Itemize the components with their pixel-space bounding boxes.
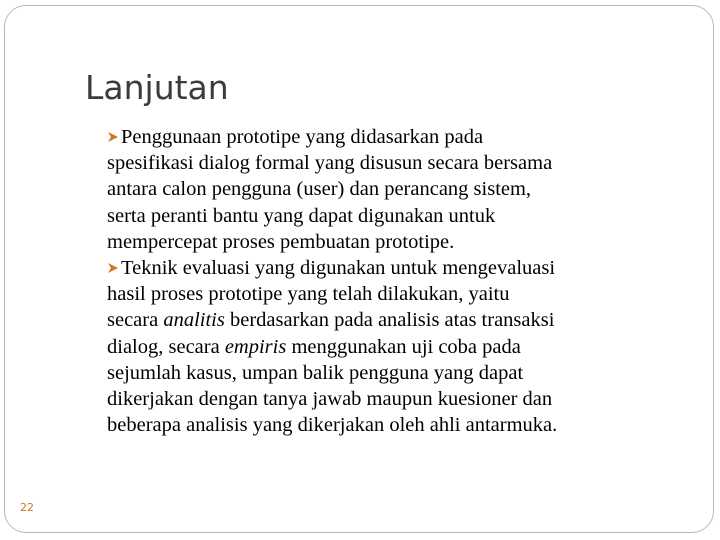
term-analitis: analitis (163, 309, 225, 332)
bullet-2-line-6: dikerjakan dengan tanya jawab maupun kuesioner dan (107, 388, 553, 411)
bullet-2-line-5: sejumlah kasus, umpan balik pengguna yang dapat (107, 361, 524, 384)
bullet-1-line-2: spesifikasi dialog formal yang disusun secara bersama (107, 152, 553, 175)
bullet-1-line-5: mempercepat proses pembuatan prototipe. (107, 230, 455, 253)
bullet-list (107, 124, 687, 438)
bullet-2-line-3-after: berdasarkan pada analisis atas transaksi (224, 309, 555, 332)
slide-title: Lanjutan (85, 68, 229, 107)
bullet-2-line-4 (107, 334, 687, 360)
arrow-bullet-icon (107, 262, 119, 274)
term-empiris: empiris (224, 335, 287, 358)
bullet-2-line-3-before: secara (107, 309, 164, 332)
bullet-1-line-3: antara calon pengguna (user) dan perancang sistem, (107, 178, 532, 201)
bullet-2-line-2: hasil proses prototipe yang telah dilakukan, yaitu (107, 283, 510, 306)
arrow-bullet-icon (107, 131, 119, 143)
bullet-2-line-4-after: menggunakan uji coba pada (286, 335, 521, 358)
bullet-2-line-7: beberapa analisis yang dikerjakan oleh ahli antarmuka. (107, 414, 558, 437)
slide (4, 5, 714, 533)
bullet-item-2 (107, 255, 687, 438)
bullet-1-line-4: serta peranti bantu yang dapat digunakan untuk (107, 204, 496, 227)
bullet-2-line-3 (107, 307, 687, 333)
page-number: 22 (20, 501, 34, 514)
bullet-2-line-1: Teknik evaluasi yang digunakan untuk mengevaluasi (121, 257, 556, 280)
bullet-2-line-4-before: dialog, secara (107, 335, 225, 358)
bullet-1-line-1: Penggunaan prototipe yang didasarkan pada (121, 126, 484, 148)
bullet-item-1 (107, 124, 687, 255)
